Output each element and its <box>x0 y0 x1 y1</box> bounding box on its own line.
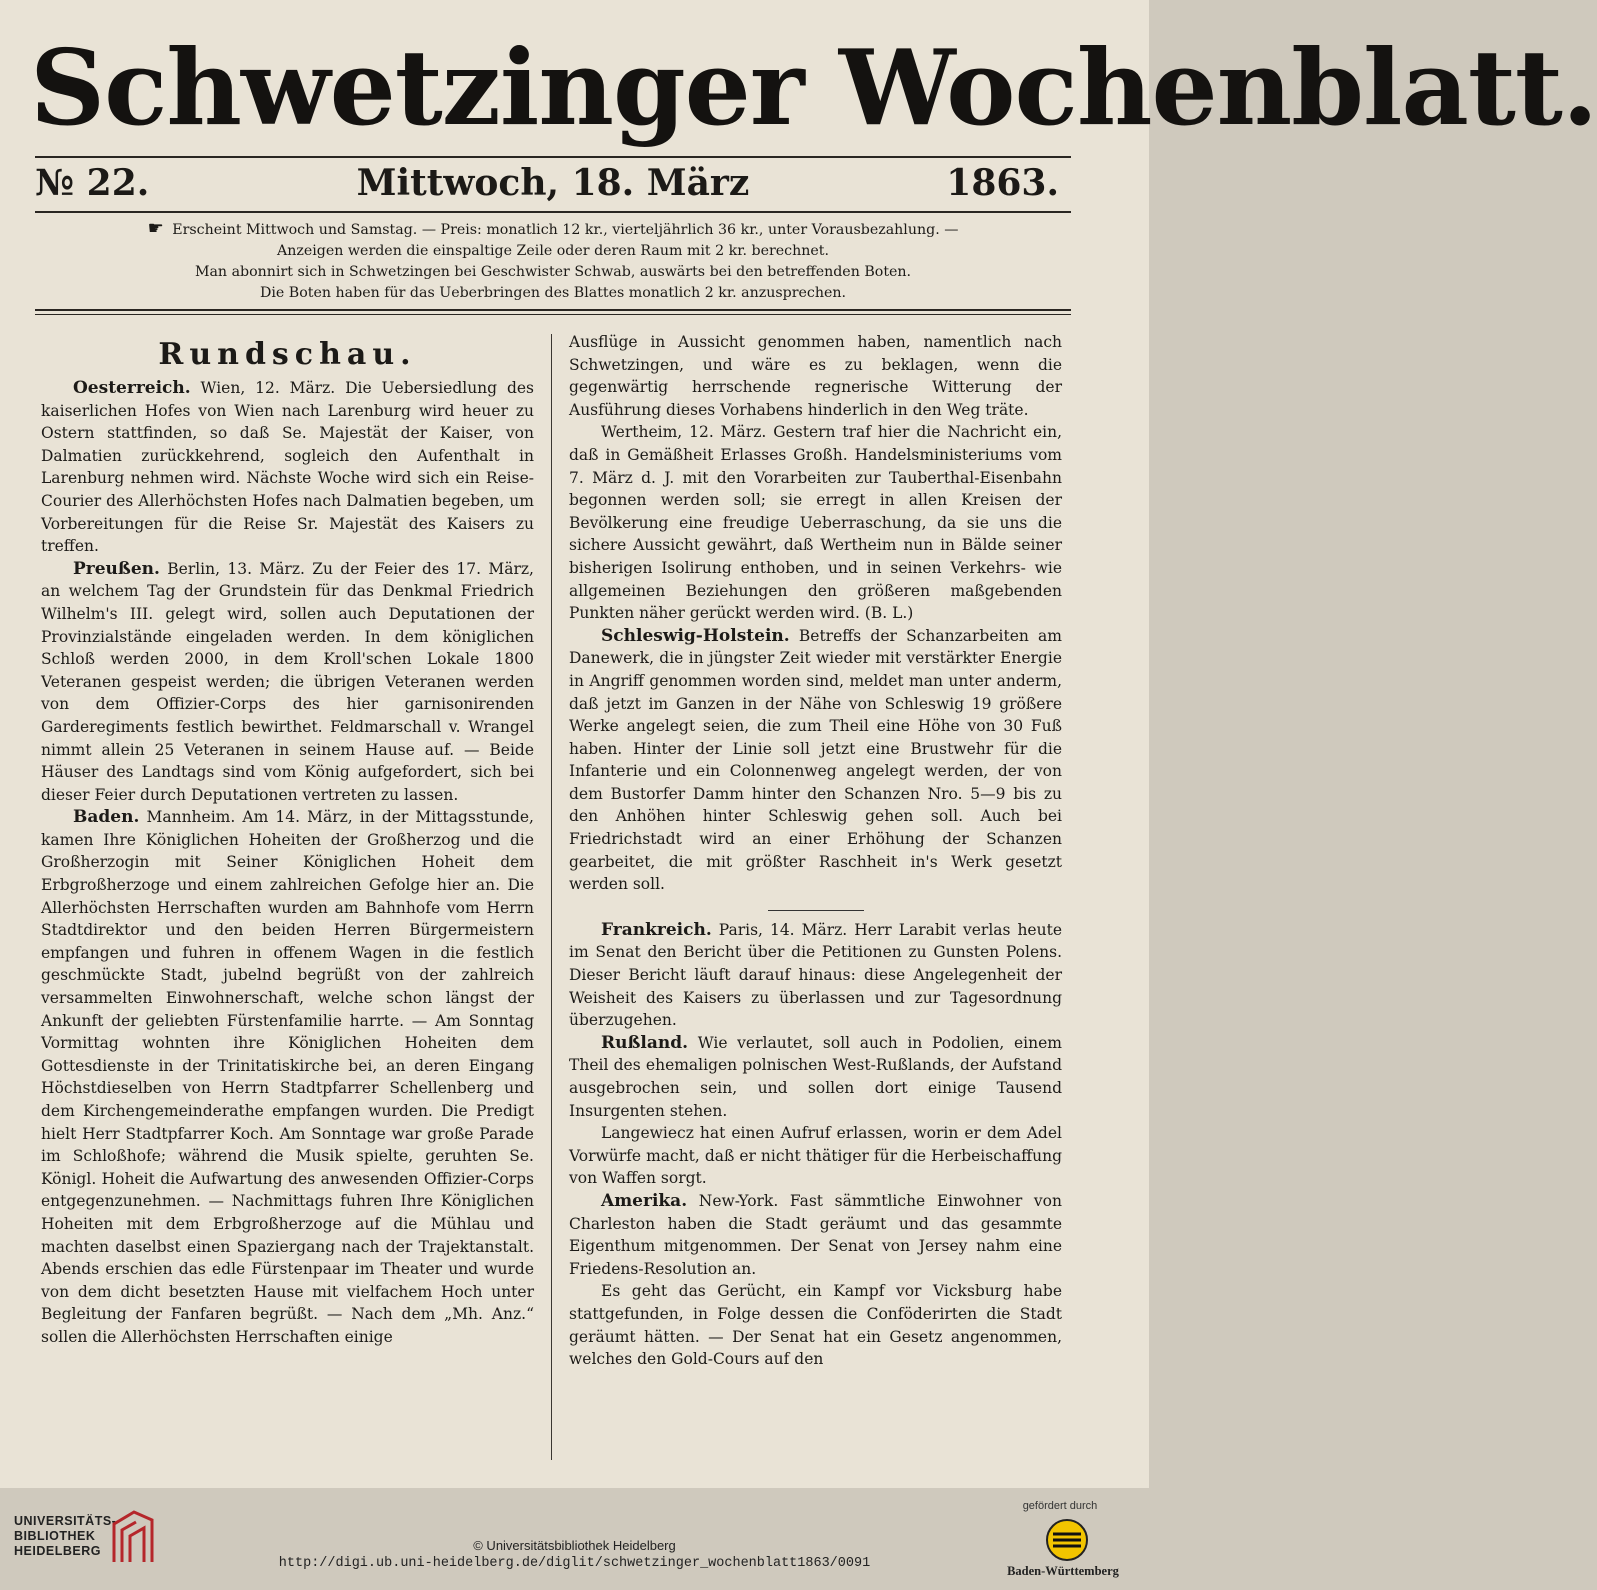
article-paragraph <box>569 1032 1062 1122</box>
article-paragraph <box>41 806 534 1348</box>
dateline <box>35 160 1071 206</box>
article-text: Mannheim. Am 14. März, in der Mittagsstunde, kamen Ihre Königlichen Hoheiten der Großherzog und die Großherzogin mit Seiner Königlichen Hoheit dem Erbgroßherzoge und einem zahlreichen Gefolge hier an. Die Allerhöchsten Herrschaften wurden am Bahnhofe vom Herrn Stadtdirektor und den beiden Herren Bürgermeistern empfangen und fuhren in offenem Wagen in die festlich geschmückte Stadt, jubelnd begrüßt von der zahlreich versammelten Einwohnerschaft, welche schon längst der Ankunft der geliebten Fürstenfamilie harrte. — Am Sonntag Vormittag wohnten ihre Königlichen Hoheiten dem Gottesdienste in der Trinitatiskirche bei, an deren Eingang Höchstdieselben von Herrn Stadtpfarrer Schellenberg und dem Kirchengemeinderathe empfangen wurden. Die Predigt hielt Herr Stadtpfarrer Koch. Am Sonntage war große Parade im Schloßhofe; während die Musik spielte, geruhten Se. Königl. Hoheit die Aufwartung des anwesenden Offizier-Corps entgegenzunehmen. — Nachmittags fuhren Ihre Königlichen Hoheiten mit dem Erbgroßherzoge auf die Mühlau und machten daselbst einen Spaziergang nach der Trajektanstalt. Abends erschien das edle Fürstenpaar im Theater und wurde von dem dicht besetzten Hause mit vielfachem Hoch unter Begleitung der Fanfaren begrüßt. — Nach dem „Mh. Anz.“ sollen die Allerhöchsten Herrschaften einige <box>41 808 534 1346</box>
digitization-footer <box>0 1488 1149 1590</box>
article-text: Berlin, 13. März. Zu der Feier des 17. März, an welchem Tag der Grundstein für das Denkmal Friedrich Wilhelm's III. gelegt wird, sollen auch Deputationen der Provinzialstände eingeladen werden. In dem königlichen Schloß werden 2000, in dem Kroll'schen Lokale 1800 Veteranen gespeist werden; die übrigen Veteranen werden von dem Offizier-Corps des hier garnisonirenden Garderegiments festlich bewirthet. Feldmarschall v. Wrangel nimmt allein 25 Veteranen in seinem Hause auf. — Beide Häuser des Landtags sind vom König aufgefordert, sich bei dieser Feier durch Deputationen vertreten zu lassen. <box>41 559 534 804</box>
article-paragraph <box>41 377 534 558</box>
copyright-text: © Universitätsbibliothek Heidelberg <box>473 1538 676 1553</box>
funded-by-text: gefördert durch <box>1022 1500 1098 1512</box>
article-text: Betreffs der Schanzarbeiten am Danewerk, die in jüngster Zeit wieder mit verstärkter Energie in Angriff genommen worden sind, meldet man unter anderm, daß jetzt im Ganzen in der Nähe von Schleswig 19 größere Werke angelegt seien, die zum Theil eine Höhe von 30 Fuß haben. Hinter der Linie soll jetzt eine Brustwehr für die Infanterie und ein Colonnenweg angelegt werden, der von dem Bustorfer Damm hinter den Schanzen Nro. 5—9 bis zu den Anhöhen hinter Schleswig gehen soll. Auch bei Friedrichstadt wird an einer Erhöhung der Schanzen gearbeitet, die mit größter Raschheit in's Werk gesetzt werden soll. <box>569 626 1062 894</box>
source-url-link[interactable]: http://digi.ub.uni-heidelberg.de/diglit/schwetzinger_wochenblatt1863/0091 <box>278 1556 871 1571</box>
library-name-line: UNIVERSITÄTS- <box>14 1514 117 1528</box>
notice-rule-bottom <box>35 314 1071 315</box>
article-paragraph <box>569 1190 1062 1280</box>
article-paragraph <box>41 558 534 807</box>
article-text: Paris, 14. März. Herr Larabit verlas heute im Senat den Bericht über die Petitionen zu Gunsten Polens. Dieser Bericht läuft darauf hinaus: diese Angelegenheit der Weisheit des Kaisers zu überlassen und zur Tagesordnung überzugehen. <box>569 920 1062 1030</box>
article-paragraph: Wertheim, 12. März. Gestern traf hier die Nachricht ein, daß in Gemäßheit Erlasses Großh. Handelsministeriums vom 7. März d. J. mit den Vorarbeiten zur Tauberthal-Eisenbahn begonnen werden soll; sie erregt in allen Kreisen der Bevölkerung eine freudige Ueberraschung, da sie uns die sichere Aussicht gewährt, daß Wertheim nun in Bälde seiner bisherigen Isolirung enthoben, und in seinen Verkehrs- wie allgemeinen Beziehungen den größeren maßgebenden Punkten näher gerückt werden wird. (B. L.) <box>569 423 1062 623</box>
masthead-title: Schwetzinger Wochenblatt. <box>30 26 1597 149</box>
column-divider <box>551 334 552 1460</box>
issue-date: Mittwoch, 18. März <box>356 162 750 204</box>
masthead-rule <box>35 156 1071 158</box>
left-column <box>41 333 534 1349</box>
library-name-line: HEIDELBERG <box>14 1544 101 1558</box>
issue-number: № 22. <box>35 162 150 204</box>
dateline-rule <box>35 211 1071 213</box>
article-country: Frankreich. <box>601 919 712 940</box>
issue-year: 1863. <box>946 162 1059 204</box>
article-paragraph: Es geht das Gerücht, ein Kampf vor Vicksburg habe stattgefunden, in Folge dessen die Conföderirten die Stadt geräumt hätten. — Der Senat hat ein Gesetz angenommen, welches den Gold-Cours auf den <box>569 1282 1062 1369</box>
state-coat-of-arms-icon <box>1045 1518 1089 1562</box>
notice-rule-top <box>35 309 1071 311</box>
section-title: Rundschau. <box>158 337 417 372</box>
article-paragraph: Langewiecz hat einen Aufruf erlassen, worin er dem Adel Vorwürfe macht, daß er nicht thätiger für die Herbeischaffung von Waffen sorgt. <box>569 1124 1062 1188</box>
state-name: Baden-Württemberg <box>1007 1564 1119 1578</box>
article-paragraph: Ausflüge in Aussicht genommen haben, namentlich nach Schwetzingen, und wäre es zu beklagen, wenn die gegenwärtig herrschende regnerische Witterung der Ausführung dieses Vorhabens hinderlich in den Weg träte. <box>569 333 1062 419</box>
article-separator <box>768 910 864 911</box>
article-country: Oesterreich. <box>73 378 191 398</box>
article-text: New-York. Fast sämmtliche Einwohner von Charleston haben die Stadt geräumt und das gesammte Eigenthum mitgenommen. Der Senat von Jersey nahm eine Friedens-Resolution an. <box>569 1191 1062 1278</box>
library-name-line: BIBLIOTHEK <box>14 1529 96 1543</box>
notice-line: Erscheint Mittwoch und Samstag. — Preis: monatlich 12 kr., vierteljährlich 36 kr., unter Vorausbezahlung. — <box>172 222 959 238</box>
article-paragraph <box>569 625 1062 896</box>
notice-line: Die Boten haben für das Ueberbringen des Blattes monatlich 2 kr. anzusprechen. <box>259 285 847 301</box>
article-text: Wie verlautet, soll auch in Podolien, einem Theil des ehemaligen polnischen West-Rußlands, der Aufstand ausgebrochen sein, und sollen dort einige Tausend Insurgenten stehen. <box>569 1033 1062 1120</box>
right-column <box>569 331 1062 1371</box>
article-country: Schleswig-Holstein. <box>601 625 790 646</box>
subscription-notice <box>35 218 1071 304</box>
article-paragraph <box>569 919 1062 1032</box>
notice-line: Anzeigen werden die einspaltige Zeile oder deren Raum mit 2 kr. berechnet. <box>276 243 830 259</box>
article-country: Amerika. <box>601 1190 688 1211</box>
article-country: Rußland. <box>601 1032 689 1053</box>
article-text: Wien, 12. März. Die Uebersiedlung des kaiserlichen Hofes von Wien nach Larenburg wird heuer zu Ostern stattfinden, so daß Se. Majestät der Kaiser, von Dalmatien zurückkehrend, sogleich den Aufenthalt in Larenburg nehmen wird. Nächste Woche wird sich ein Reise-Courier des Allerhöchsten Hofes nach Dalmatien begeben, um Vorbereitungen für die Reise Sr. Majestät des Kaisers zu treffen. <box>41 379 534 556</box>
article-country: Baden. <box>73 807 140 828</box>
article-country: Preußen. <box>73 558 160 579</box>
pointing-hand-icon: ☛ <box>147 218 164 239</box>
notice-line: Man abonnirt sich in Schwetzingen bei Geschwister Schwab, auswärts bei den betreffenden Boten. <box>194 264 912 280</box>
